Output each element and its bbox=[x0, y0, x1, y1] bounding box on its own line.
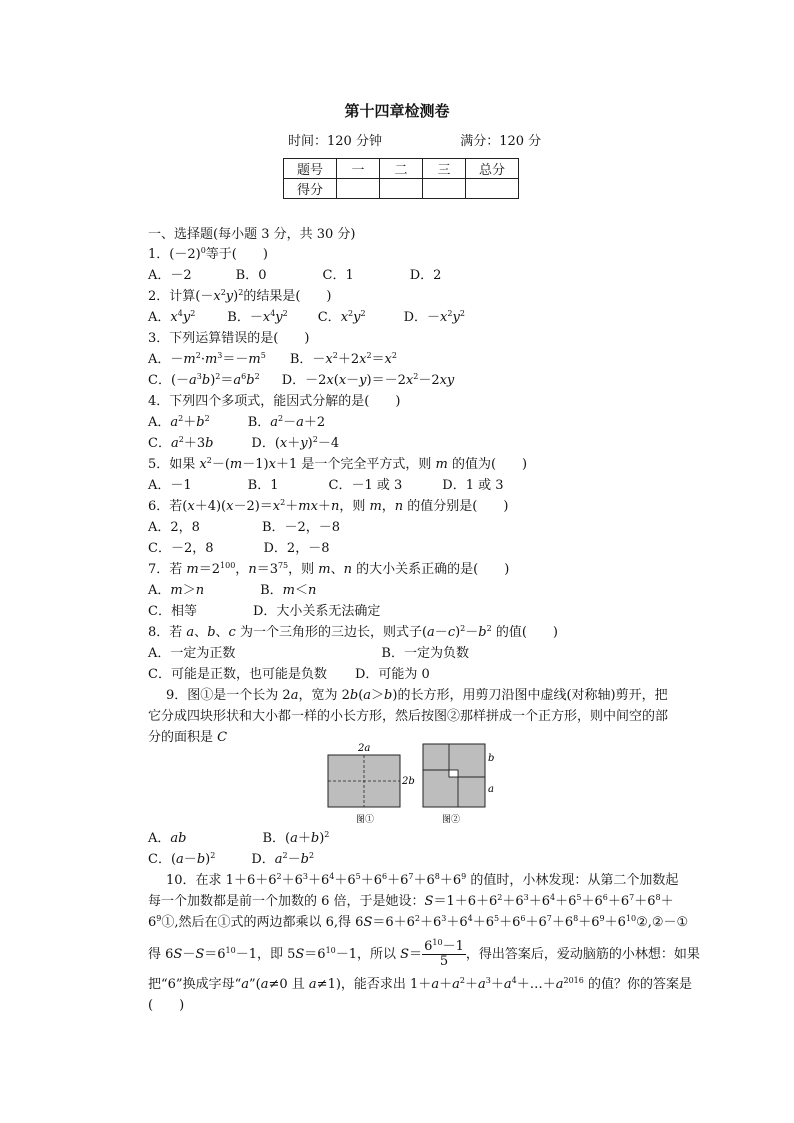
question-5: 5．如果 $x^2-(m-1)x+1$ 是一个完全平方式，则 m 的值为( ) bbox=[148, 456, 528, 472]
score-cell[interactable] bbox=[423, 179, 466, 199]
question-3-options-ab: A．$-m^2\cdot m^3=-m^5$ B．$-x^2+2x^2=x^2$ bbox=[148, 351, 397, 367]
score-cell[interactable] bbox=[380, 179, 423, 199]
table-cell: 一 bbox=[337, 159, 380, 179]
table-cell: 二 bbox=[380, 159, 423, 179]
score-table-header bbox=[284, 159, 519, 179]
question-9-line3: 分的面积是 C bbox=[148, 730, 228, 745]
table-cell: 总分 bbox=[466, 159, 519, 179]
question-7-options-cd: C．相等 D．大小关系无法确定 bbox=[148, 604, 381, 619]
question-8-options-cd: C．可能是正数，也可能是负数 D．可能为 0 bbox=[148, 667, 430, 682]
question-7-options-ab: A．m＞n B．m＜n bbox=[148, 583, 317, 598]
center-hole bbox=[449, 770, 458, 777]
label-b: b bbox=[488, 753, 495, 764]
question-10-answer-blank: ( ) bbox=[148, 998, 185, 1013]
question-9-options-cd: C．$(a-b)^2$ D．$a^2-b^2$ bbox=[148, 851, 315, 867]
page-title: 第十四章检测卷 bbox=[344, 102, 450, 120]
question-9-line1: 9．图①是一个长为 2a，宽为 2b(a＞b)的长方形，用剪刀沿图中虚线(对称轴)剪开，把 bbox=[166, 688, 668, 703]
table-cell: 题号 bbox=[284, 159, 337, 179]
question-10-line3: $6^9①$,然后在①式的两边都乘以 6,得 $6S=6+6^2+6^3+6^4+6^5+6^6+6^7+6^8+6^9+6^{10}②,②-①$ bbox=[148, 914, 689, 930]
question-8: 8．若 a、b、c 为一个三角形的三边长，则式子$(a-c)^2-b^2$ 的值( ) bbox=[148, 624, 558, 640]
score-cell[interactable] bbox=[466, 179, 519, 199]
label-a: a bbox=[488, 784, 494, 795]
question-2-options: A．$x^4y^2$ B．$-x^4y^2$ C．$x^2y^2$ D．$-x^2y^2$ bbox=[148, 309, 465, 325]
question-6-options-cd: C．－2，8 D．2，－8 bbox=[148, 541, 330, 556]
caption-figure-1: 图① bbox=[356, 815, 375, 825]
question-2: 2．计算$(-x^2y)^2$的结果是( ) bbox=[148, 288, 332, 304]
question-10-line1: 10．在求 $1+6+6^2+6^3+6^4+6^5+6^6+6^7+6^8+6^9$ 的值时，小林发现：从第二个加数起 bbox=[166, 872, 679, 888]
question-10-line5: 把“6”换成字母“a”(a≠0 且 a≠1)，能否求出 $1+a+a^2+a^3+a^4+\dots+a^{2016}$ 的值？你的答案是 bbox=[148, 976, 692, 992]
question-10-line4: 得 $6S-S=6^{10}-1$，即 $5S=6^{10}-1$，所以 S＝ $\frac{6^{10}-1}{5}$ ，得出答案后，爱动脑筋的小林想：如果 bbox=[148, 938, 700, 969]
question-9-figure bbox=[320, 740, 510, 826]
score-table-row bbox=[284, 179, 519, 199]
caption-figure-2: 图② bbox=[442, 815, 461, 825]
fraction: $\frac{6^{10}-1}{5}$ bbox=[424, 938, 464, 969]
table-cell: 得分 bbox=[284, 179, 337, 199]
question-4: 4．下列四个多项式，能因式分解的是( ) bbox=[148, 394, 401, 409]
table-cell: 三 bbox=[423, 159, 466, 179]
question-10-line2: 每一个加数都是前一个加数的 6 倍，于是她设：$S=1+6+6^2+6^3+6^4+6^5+6^6+6^7+6^8+$ bbox=[148, 893, 674, 909]
time-limit: 时间：120 分钟 bbox=[288, 134, 382, 149]
question-1-options: A．－2 B．0 C．1 D．2 bbox=[148, 268, 442, 283]
question-1: 1．$(-2)^0$等于( ) bbox=[148, 246, 268, 262]
full-score: 满分：120 分 bbox=[460, 134, 542, 149]
score-table bbox=[283, 158, 519, 199]
question-3-options-cd: C．$(-a^3b)^2=a^6b^2$ D．$-2x(x-y)=-2x^2-2xy$ bbox=[148, 372, 455, 388]
question-7: 7．若 $m=2^{100}$，$n=3^{75}$，则 m、n 的大小关系正确的是( ) bbox=[148, 561, 510, 577]
label-2b: 2b bbox=[402, 776, 415, 787]
section-heading: 一、选择题(每小题 3 分，共 30 分) bbox=[148, 227, 356, 242]
question-9-options-ab: A．ab B．$(a+b)^2$ bbox=[148, 830, 330, 846]
question-3: 3．下列运算错误的是( ) bbox=[148, 331, 310, 346]
question-6: 6．若$(x+4)(x-2)=x^2+mx+n$，则 m，n 的值分别是( ) bbox=[148, 498, 509, 514]
question-6-options-ab: A．2，8 B．－2，－8 bbox=[148, 520, 341, 535]
question-9-line2: 它分成四块形状和大小都一样的小长方形，然后按图②那样拼成一个正方形，则中间空的部 bbox=[148, 709, 669, 724]
question-8-options-ab: A．一定为正数 B．一定为负数 bbox=[148, 646, 469, 661]
score-cell[interactable] bbox=[337, 179, 380, 199]
question-4-options-ab: A．$a^2+b^2$ B．$a^2-a+2$ bbox=[148, 414, 326, 430]
question-4-options-cd: C．$a^2+3b$ D．$(x+y)^2-4$ bbox=[148, 435, 340, 451]
label-2a: 2a bbox=[358, 743, 371, 754]
exam-info bbox=[288, 130, 541, 149]
question-5-options: A．－1 B．1 C．－1 或 3 D．1 或 3 bbox=[148, 478, 504, 493]
